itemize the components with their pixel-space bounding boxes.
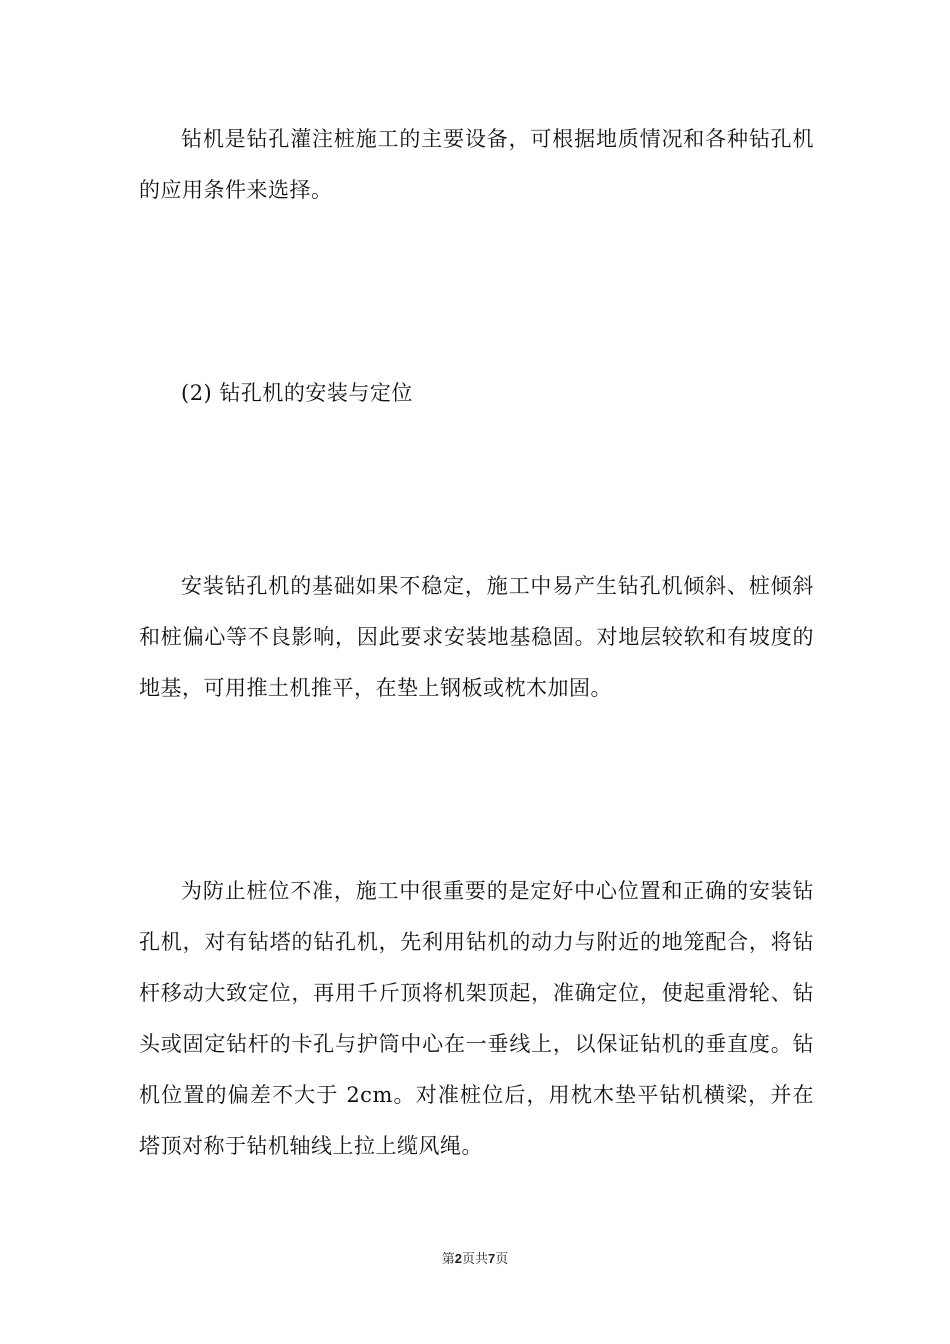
- footer-middle: 页共: [461, 1252, 488, 1267]
- total-pages-number: 7: [488, 1251, 496, 1266]
- paragraph-positioning: 为防止桩位不准，施工中很重要的是定好中心位置和正确的安装钻孔机，对有钻塔的钻孔机，先利用钻机的动力与附近的地笼配合，将钻杆移动大致定位，再用千斤顶将机架顶起，准确定位，使起重滑轮、钻头或固定钻杆的卡孔与护筒中心在一垂线上，以保证钻机的垂直度。钻机位置的偏差不大于 2cm。对准桩位后，用枕木垫平钻机横梁，并在塔顶对称于钻机轴线上拉上缆风绳。: [139, 879, 814, 1158]
- footer-prefix: 第: [441, 1252, 455, 1267]
- section-heading-installation: (2) 钻孔机的安装与定位: [181, 381, 413, 405]
- current-page-number: 2: [454, 1251, 462, 1266]
- page-footer: [0, 1250, 950, 1269]
- paragraph-foundation: 安装钻孔机的基础如果不稳定，施工中易产生钻孔机倾斜、桩倾斜和桩偏心等不良影响，因此要求安装地基稳固。对地层较软和有坡度的地基，可用推土机推平，在垫上钢板或枕木加固。: [139, 574, 814, 700]
- footer-suffix: 页: [495, 1252, 509, 1267]
- paragraph-drill-selection: 钻机是钻孔灌注桩施工的主要设备，可根据地质情况和各种钻孔机的应用条件来选择。: [139, 127, 814, 202]
